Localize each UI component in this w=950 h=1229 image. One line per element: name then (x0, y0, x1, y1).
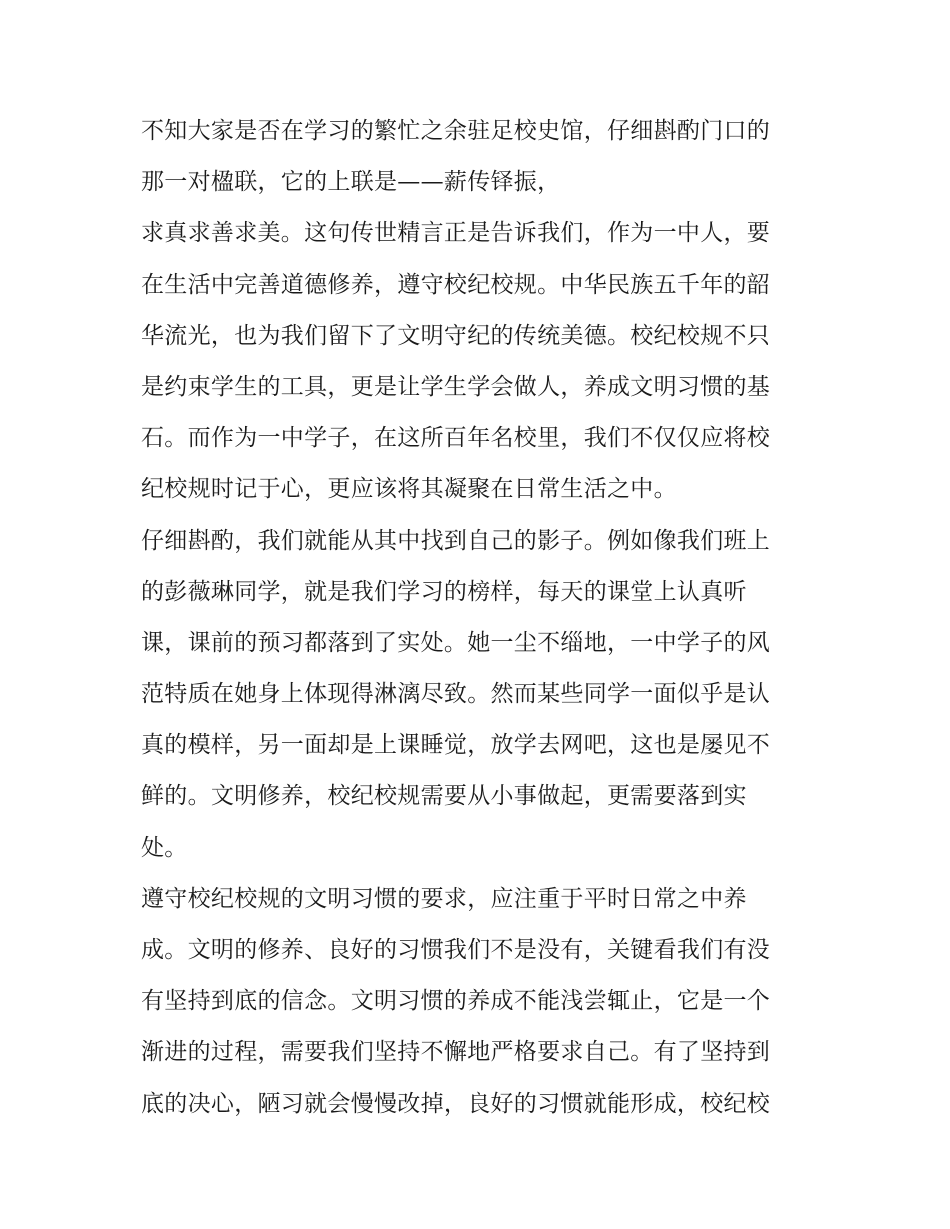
text-line: 遵守校纪校规的文明习惯的要求，应注重于平时日常之中养 (141, 885, 747, 912)
text-line: 华流光，也为我们留下了文明守纪的传统美德。校纪校规不只 (141, 322, 771, 349)
text-line: 石。而作为一中学子，在这所百年名校里，我们不仅仅应将校 (141, 425, 771, 452)
text-line: 范特质在她身上体现得淋漓尽致。然而某些同学一面似乎是认 (141, 681, 771, 708)
text-line: 真的模样，另一面却是上课睡觉，放学去网吧，这也是屡见不 (141, 732, 771, 759)
text-line: 那一对楹联，它的上联是——薪传铎振， (141, 169, 561, 196)
document-body (141, 106, 821, 1130)
text-line: 纪校规时记于心，更应该将其凝聚在日常生活之中。 (141, 476, 677, 503)
text-line: 成。文明的修养、良好的习惯我们不是没有，关键看我们有没 (141, 937, 771, 963)
text-line: 底的决心，陋习就会慢慢改掉，良好的习惯就能形成，校纪校 (141, 1090, 771, 1117)
text-line: 有坚持到底的信念。文明习惯的养成不能浅尝辄止，它是一个 (141, 988, 771, 1015)
text-line: 处。 (141, 834, 188, 861)
text-line: 鲜的。文明修养，校纪校规需要从小事做起，更需要落到实 (141, 783, 747, 810)
text-line: 不知大家是否在学习的繁忙之余驻足校史馆，仔细斟酌门口的 (141, 118, 771, 144)
text-line: 求真求善求美。这句传世精言正是告诉我们，作为一中人，要 (141, 220, 771, 247)
text-line: 在生活中完善道德修养，遵守校纪校规。中华民族五千年的韶 (141, 271, 771, 298)
text-line: 渐进的过程，需要我们坚持不懈地严格要求自己。有了坚持到 (141, 1039, 771, 1066)
text-line: 是约束学生的工具，更是让学生学会做人，养成文明习惯的基 (141, 373, 771, 400)
text-line: 课，课前的预习都落到了实处。她一尘不缁地，一中学子的风 (141, 629, 771, 656)
text-line: 仔细斟酌，我们就能从其中找到自己的影子。例如像我们班上 (141, 527, 771, 554)
text-line: 的彭薇琳同学，就是我们学习的榜样，每天的课堂上认真听 (141, 578, 747, 605)
